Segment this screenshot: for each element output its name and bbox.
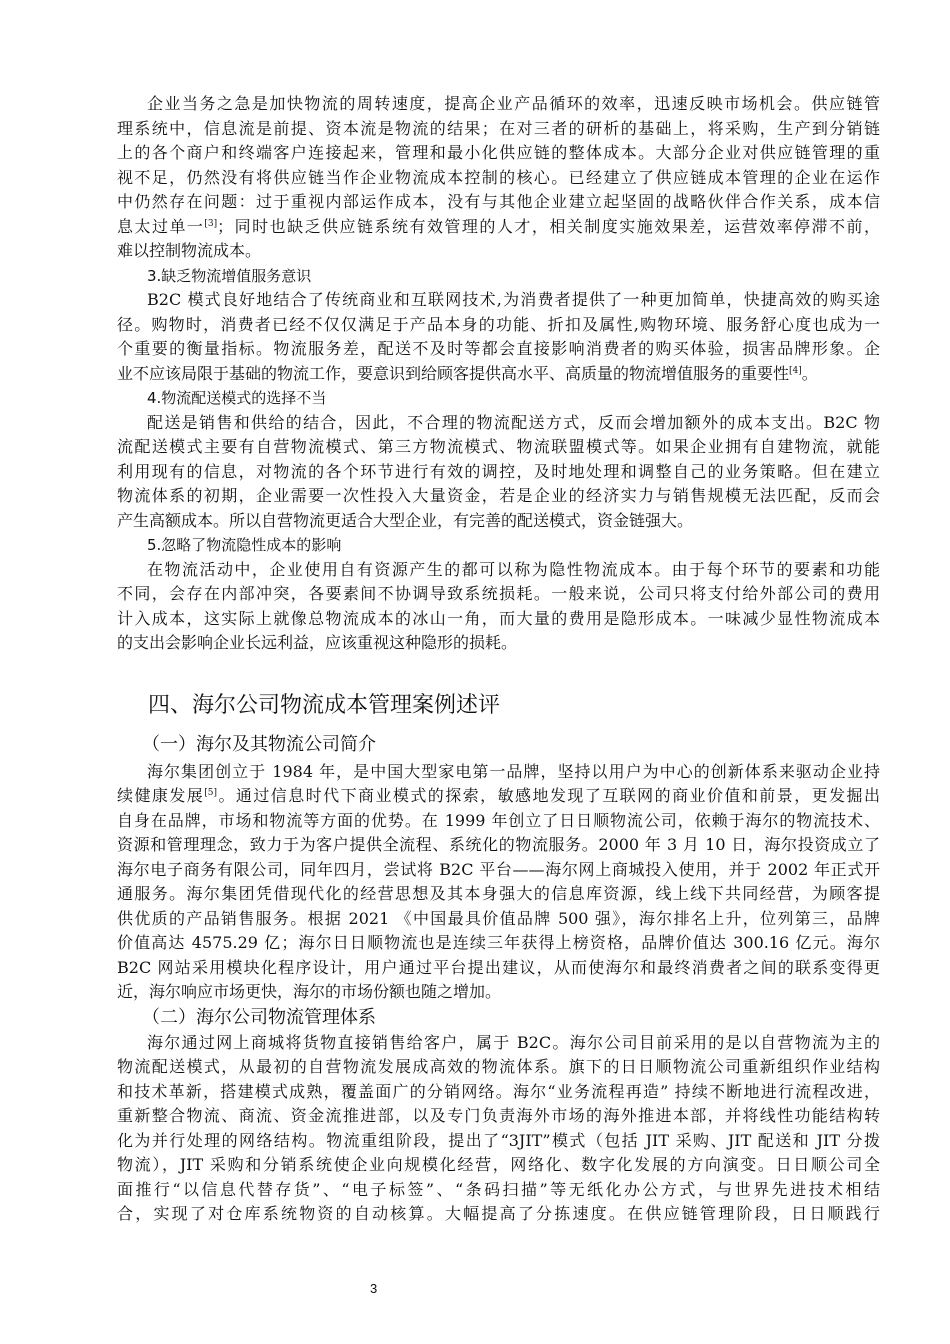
citation-marker: [5] — [204, 788, 217, 798]
text-segment: 。 — [801, 363, 818, 383]
text-line — [117, 190, 880, 215]
text-line — [117, 980, 880, 1005]
text-line — [117, 956, 880, 981]
text-line — [117, 460, 880, 485]
text-segment: 重新整合物流、商流、资金流推进部，以及专门负责海外市场的海外推进本部，并将线性功能结构转 — [117, 1106, 880, 1125]
text-segment: 面推行“以信息代替存货”、“电子标签”、“条码扫描”等无纸化办公方式，与世界先进技术相结 — [117, 1179, 880, 1199]
citation-marker: [4] — [789, 365, 802, 376]
text-line — [117, 631, 880, 656]
text-segment: 价值高达 4575.29 亿；海尔日日顺物流也是连续三年获得上榜资格，品牌价值达 300.16 亿元。海尔 — [117, 933, 880, 952]
text-line — [117, 411, 880, 436]
text-line — [117, 1080, 880, 1105]
text-segment: 通服务。海尔集团凭借现代化的经营思想及其本身强大的信息库资源，线上线下共同经营，为顾客提 — [117, 884, 880, 903]
text-line — [117, 313, 880, 338]
text-line — [117, 141, 880, 166]
text-segment: B2C 网站采用模块化程序设计，用户通过平台提出建议，从而使海尔和最终消费者之间的联系变得更 — [117, 957, 880, 977]
text-line — [117, 1031, 880, 1056]
text-line — [117, 92, 880, 117]
text-segment: 利用现有的信息，对物流的各个环节进行有效的调控，及时地处理和调整自己的业务策略。但在建立 — [117, 461, 880, 481]
text-segment: 海尔集团创立于 1984 年，是中国大型家电第一品牌，坚持以用户为中心的创新体系来驱动企业持 — [147, 761, 880, 781]
text-segment: ；同时也缺乏供应链系统有效管理的人才，相关制度实施效果差，运营效率停滞不前， — [217, 216, 880, 236]
text-line — [117, 558, 880, 583]
text-line — [117, 117, 880, 142]
text-segment: 的支出会影响企业长远利益，应该重视这种隐形的损耗。 — [117, 633, 518, 652]
text-segment: 径。购物时，消费者已经不仅仅满足于产品本身的功能、折扣及属性,购物环境、服务舒心度也成为一 — [117, 314, 880, 334]
text-line — [117, 907, 880, 932]
text-segment: 个重要的衡量指标。物流服务差，配送不及时等都会直接影响消费者的购买体验，损害品牌形象。企 — [117, 339, 880, 358]
text-segment: B2C 模式良好地结合了传统商业和互联网技术,为消费者提供了一种更加简单，快捷高效的购买途 — [147, 290, 880, 309]
text-segment: 合，实现了对仓库系统物资的自动核算。大幅提高了分拣速度。在供应链管理阶段，日日顺践行 — [117, 1204, 880, 1223]
text-line — [117, 1104, 880, 1129]
text-segment: 中仍然存在问题：过于重视内部运作成本，没有与其他企业建立起坚固的战略伙伴合作关系，成本信 — [117, 192, 880, 211]
text-segment: 视不足，仍然没有将供应链当作企业物流成本控制的核心。已经建立了供应链成本管理的企业在运作 — [117, 167, 880, 187]
paragraph — [117, 411, 880, 534]
text-segment: 海尔电子商务有限公司，同年四月，尝试将 B2C 平台——海尔网上商城投入使用，并于 2002 年正式开 — [117, 859, 880, 879]
text-line — [117, 858, 880, 883]
text-line — [117, 509, 880, 534]
text-segment: 海尔通过网上商城将货物直接销售给客户，属于 B2C。海尔公司目前采用的是以自营物流为主的 — [147, 1032, 880, 1052]
text-line — [117, 607, 880, 632]
text-segment: 在物流活动中，企业使用自有资源产生的都可以称为隐性物流成本。由于每个环节的要素和功能 — [147, 559, 880, 579]
paragraph — [117, 558, 880, 656]
numbered-subheading: 5.忽略了物流隐性成本的影响 — [147, 536, 342, 554]
text-segment: 物流配送模式，从最初的自营物流发展成高效的物流体系。旗下的日日顺物流公司重新组织作业结构 — [117, 1057, 880, 1076]
text-line — [117, 435, 880, 460]
text-line — [117, 215, 880, 240]
text-segment: 计入成本，这实际上就像总物流成本的冰山一角，而大量的费用是隐形成本。一味减少显性物流成本 — [117, 608, 880, 628]
text-line — [117, 1129, 880, 1154]
text-segment: 化为并行处理的网络结构。物流重组阶段，提出了“3JIT”模式（包括 JIT 采购、JIT 配送和 JIT 分拨 — [117, 1130, 880, 1150]
text-segment: 难以控制物流成本。 — [117, 241, 262, 260]
text-segment: 产生高额成本。所以自营物流更适合大型企业，有完善的配送模式，资金链强大。 — [117, 510, 694, 530]
text-line — [117, 1055, 880, 1080]
text-line — [117, 582, 880, 607]
text-segment: 物流），JIT 采购和分销系统使企业向规模化经营，网络化、数字化发展的方向演变。日日顺公司全 — [117, 1155, 880, 1174]
text-segment: 和技术革新，搭建模式成熟，覆盖面广的分销网络。海尔“业务流程再造” 持续不断地进行流程改进， — [117, 1081, 880, 1101]
text-line — [117, 882, 880, 907]
text-line — [117, 833, 880, 858]
text-segment: 资源和管理理念，致力于为客户提供全流程、系统化的物流服务。2000 年 3 月 10 日，海尔投资成立了 — [117, 835, 880, 854]
subsection-heading: （一）海尔及其物流公司简介 — [142, 733, 376, 755]
text-line — [117, 1178, 880, 1203]
document-body — [117, 92, 880, 1227]
text-line — [117, 288, 880, 313]
text-segment: 上的各个商户和终端客户连接起来，管理和最小化供应链的整体成本。大部分企业对供应链管理的重 — [117, 143, 880, 162]
text-line — [117, 166, 880, 191]
subsection-heading: （二）海尔公司物流管理体系 — [142, 1006, 376, 1028]
paragraph — [117, 92, 880, 264]
text-segment: 供优质的产品销售服务。根据 2021 《中国最具价值品牌 500 强》，海尔排名上升，位列第三，品牌 — [117, 908, 880, 928]
numbered-subheading: 4.物流配送模式的选择不当 — [147, 389, 327, 407]
page-number: 3 — [370, 1281, 378, 1296]
text-segment: 。通过信息时代下商业模式的探索，敏感地发现了互联网的商业价值和前景，更发掘出 — [217, 786, 880, 805]
text-segment: 业不应该局限于基础的物流工作，要意识到给顾客提供高水平、高质量的物流增值服务的重要性 — [117, 363, 790, 383]
numbered-subheading: 3.缺乏物流增值服务意识 — [147, 266, 312, 285]
citation-marker: [3] — [204, 218, 218, 229]
text-segment: 自身在品牌，市场和物流等方面的优势。在 1999 年创立了日日顺物流公司，依赖于海尔的物流技术、 — [117, 810, 880, 830]
text-line — [117, 337, 880, 362]
text-line — [117, 362, 880, 387]
text-line — [117, 1202, 880, 1227]
text-line — [117, 484, 880, 509]
paragraph — [117, 760, 880, 1005]
text-line — [117, 931, 880, 956]
text-segment: 配送是销售和供给的结合，因此，不合理的物流配送方式，反而会增加额外的成本支出。B2C 物 — [147, 412, 880, 432]
text-segment: 流配送模式主要有自营物流模式、第三方物流模式、物流联盟模式等。如果企业拥有自建物流，就能 — [117, 437, 880, 456]
text-segment: 续健康发展 — [117, 786, 205, 805]
paragraph — [117, 288, 880, 386]
text-line — [117, 784, 880, 809]
text-line — [117, 239, 880, 264]
text-segment: 不同，会存在内部冲突，各要素间不协调导致系统损耗。一般来说，公司只将支付给外部公司的费用 — [117, 584, 880, 603]
text-segment: 息太过单一 — [117, 216, 205, 236]
text-line — [117, 760, 880, 785]
paragraph — [117, 1031, 880, 1227]
text-segment: 近，海尔响应市场更快，海尔的市场份额也随之增加。 — [117, 982, 502, 1001]
text-line — [117, 809, 880, 834]
text-segment: 理系统中，信息流是前提、资本流是物流的结果；在对三者的研析的基础上，将采购，生产到分销链 — [117, 118, 880, 138]
text-segment: 企业当务之急是加快物流的周转速度，提高企业产品循环的效率，迅速反映市场机会。供应链管 — [147, 94, 880, 113]
text-segment: 物流体系的初期，企业需要一次性投入大量资金，若是企业的经济实力与销售规模无法匹配，反而会 — [117, 486, 880, 505]
text-line — [117, 1153, 880, 1178]
section-heading: 四、海尔公司物流成本管理案例述评 — [148, 692, 501, 718]
